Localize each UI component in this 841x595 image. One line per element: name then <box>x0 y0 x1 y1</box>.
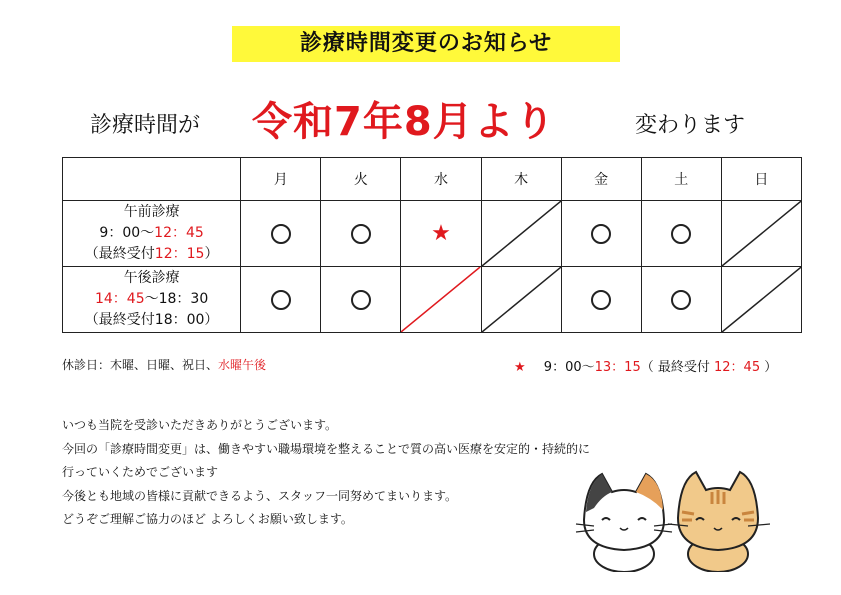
circle-icon <box>271 224 291 244</box>
message-line: 今回の「診療時間変更」は、働きやすい職場環境を整えることで質の高い医療を安定的・持続的に <box>62 441 591 456</box>
morning-label <box>63 201 241 267</box>
day-header: 金 <box>561 158 641 201</box>
schedule-cell <box>561 267 641 333</box>
morning-row <box>63 201 802 267</box>
diagonal-slash-icon <box>722 267 801 332</box>
diagonal-slash-icon <box>482 201 561 266</box>
message-line: 行っていくためでございます <box>62 465 219 479</box>
circle-icon <box>351 290 371 310</box>
message-line: どうぞご理解ご協力のほど よろしくお願い致します。 <box>62 512 353 526</box>
circle-icon <box>351 224 371 244</box>
schedule-cell <box>241 201 321 267</box>
circle-icon <box>671 224 691 244</box>
closed-days-note <box>62 356 266 373</box>
schedule-cell <box>721 267 801 333</box>
schedule-cell <box>561 201 641 267</box>
schedule-cell <box>641 201 721 267</box>
star-icon: ★ <box>431 220 451 246</box>
schedule-cell <box>481 201 561 267</box>
change-prefix: 診療時間が <box>90 113 201 138</box>
change-announcement <box>0 86 841 146</box>
day-header: 土 <box>641 158 721 201</box>
schedule-cell <box>721 201 801 267</box>
change-suffix: 変わります <box>635 113 746 138</box>
header-corner <box>63 158 241 201</box>
afternoon-name: 午後診療 <box>123 270 180 286</box>
day-header: 木 <box>481 158 561 201</box>
message-block <box>62 414 590 532</box>
diagonal-slash-icon <box>482 267 561 332</box>
closed-days-highlight: 水曜午後 <box>218 358 267 372</box>
morning-last-reception: （最終受付12：15） <box>84 246 219 262</box>
change-date: 令和7年8月より <box>252 99 556 145</box>
schedule-table <box>62 157 802 333</box>
morning-hours: 9：00〜12：45 <box>99 225 204 241</box>
afternoon-last-reception: （最終受付18：00） <box>84 312 219 328</box>
schedule-header-row <box>63 158 802 201</box>
circle-icon <box>591 290 611 310</box>
schedule-cell <box>481 267 561 333</box>
schedule-cell <box>641 267 721 333</box>
message-line: 今後とも地域の皆様に貢献できるよう、スタッフ一同努めてまいります。 <box>62 488 458 503</box>
notice-title: 診療時間変更のお知らせ <box>232 26 620 62</box>
diagonal-slash-icon <box>722 201 801 266</box>
afternoon-label <box>63 267 241 333</box>
circle-icon <box>671 290 691 310</box>
day-header: 火 <box>321 158 401 201</box>
morning-name: 午前診療 <box>123 204 180 220</box>
circle-icon <box>271 290 291 310</box>
closed-days-label: 休診日：木曜、日曜、祝日、 <box>62 358 219 372</box>
message-line: いつも当院を受診いただきありがとうございます。 <box>62 418 338 432</box>
star-icon: ★ <box>514 360 526 375</box>
afternoon-row <box>63 267 802 333</box>
day-header: 日 <box>721 158 801 201</box>
schedule-cell <box>321 201 401 267</box>
circle-icon <box>591 224 611 244</box>
diagonal-slash-icon <box>401 267 480 332</box>
orange-tabby-cat <box>668 472 770 572</box>
schedule-cell <box>321 267 401 333</box>
day-header: 水 <box>401 158 481 201</box>
wednesday-hours-note: ★ 9：00〜13：15（ 最終受付 12：45 ） <box>514 360 778 375</box>
schedule-cell <box>401 267 481 333</box>
day-header: 月 <box>241 158 321 201</box>
afternoon-hours: 14：45〜18：30 <box>94 291 209 307</box>
calico-cat <box>576 474 672 572</box>
schedule-cell <box>401 201 481 267</box>
cat-illustration <box>572 462 772 572</box>
schedule-cell <box>241 267 321 333</box>
